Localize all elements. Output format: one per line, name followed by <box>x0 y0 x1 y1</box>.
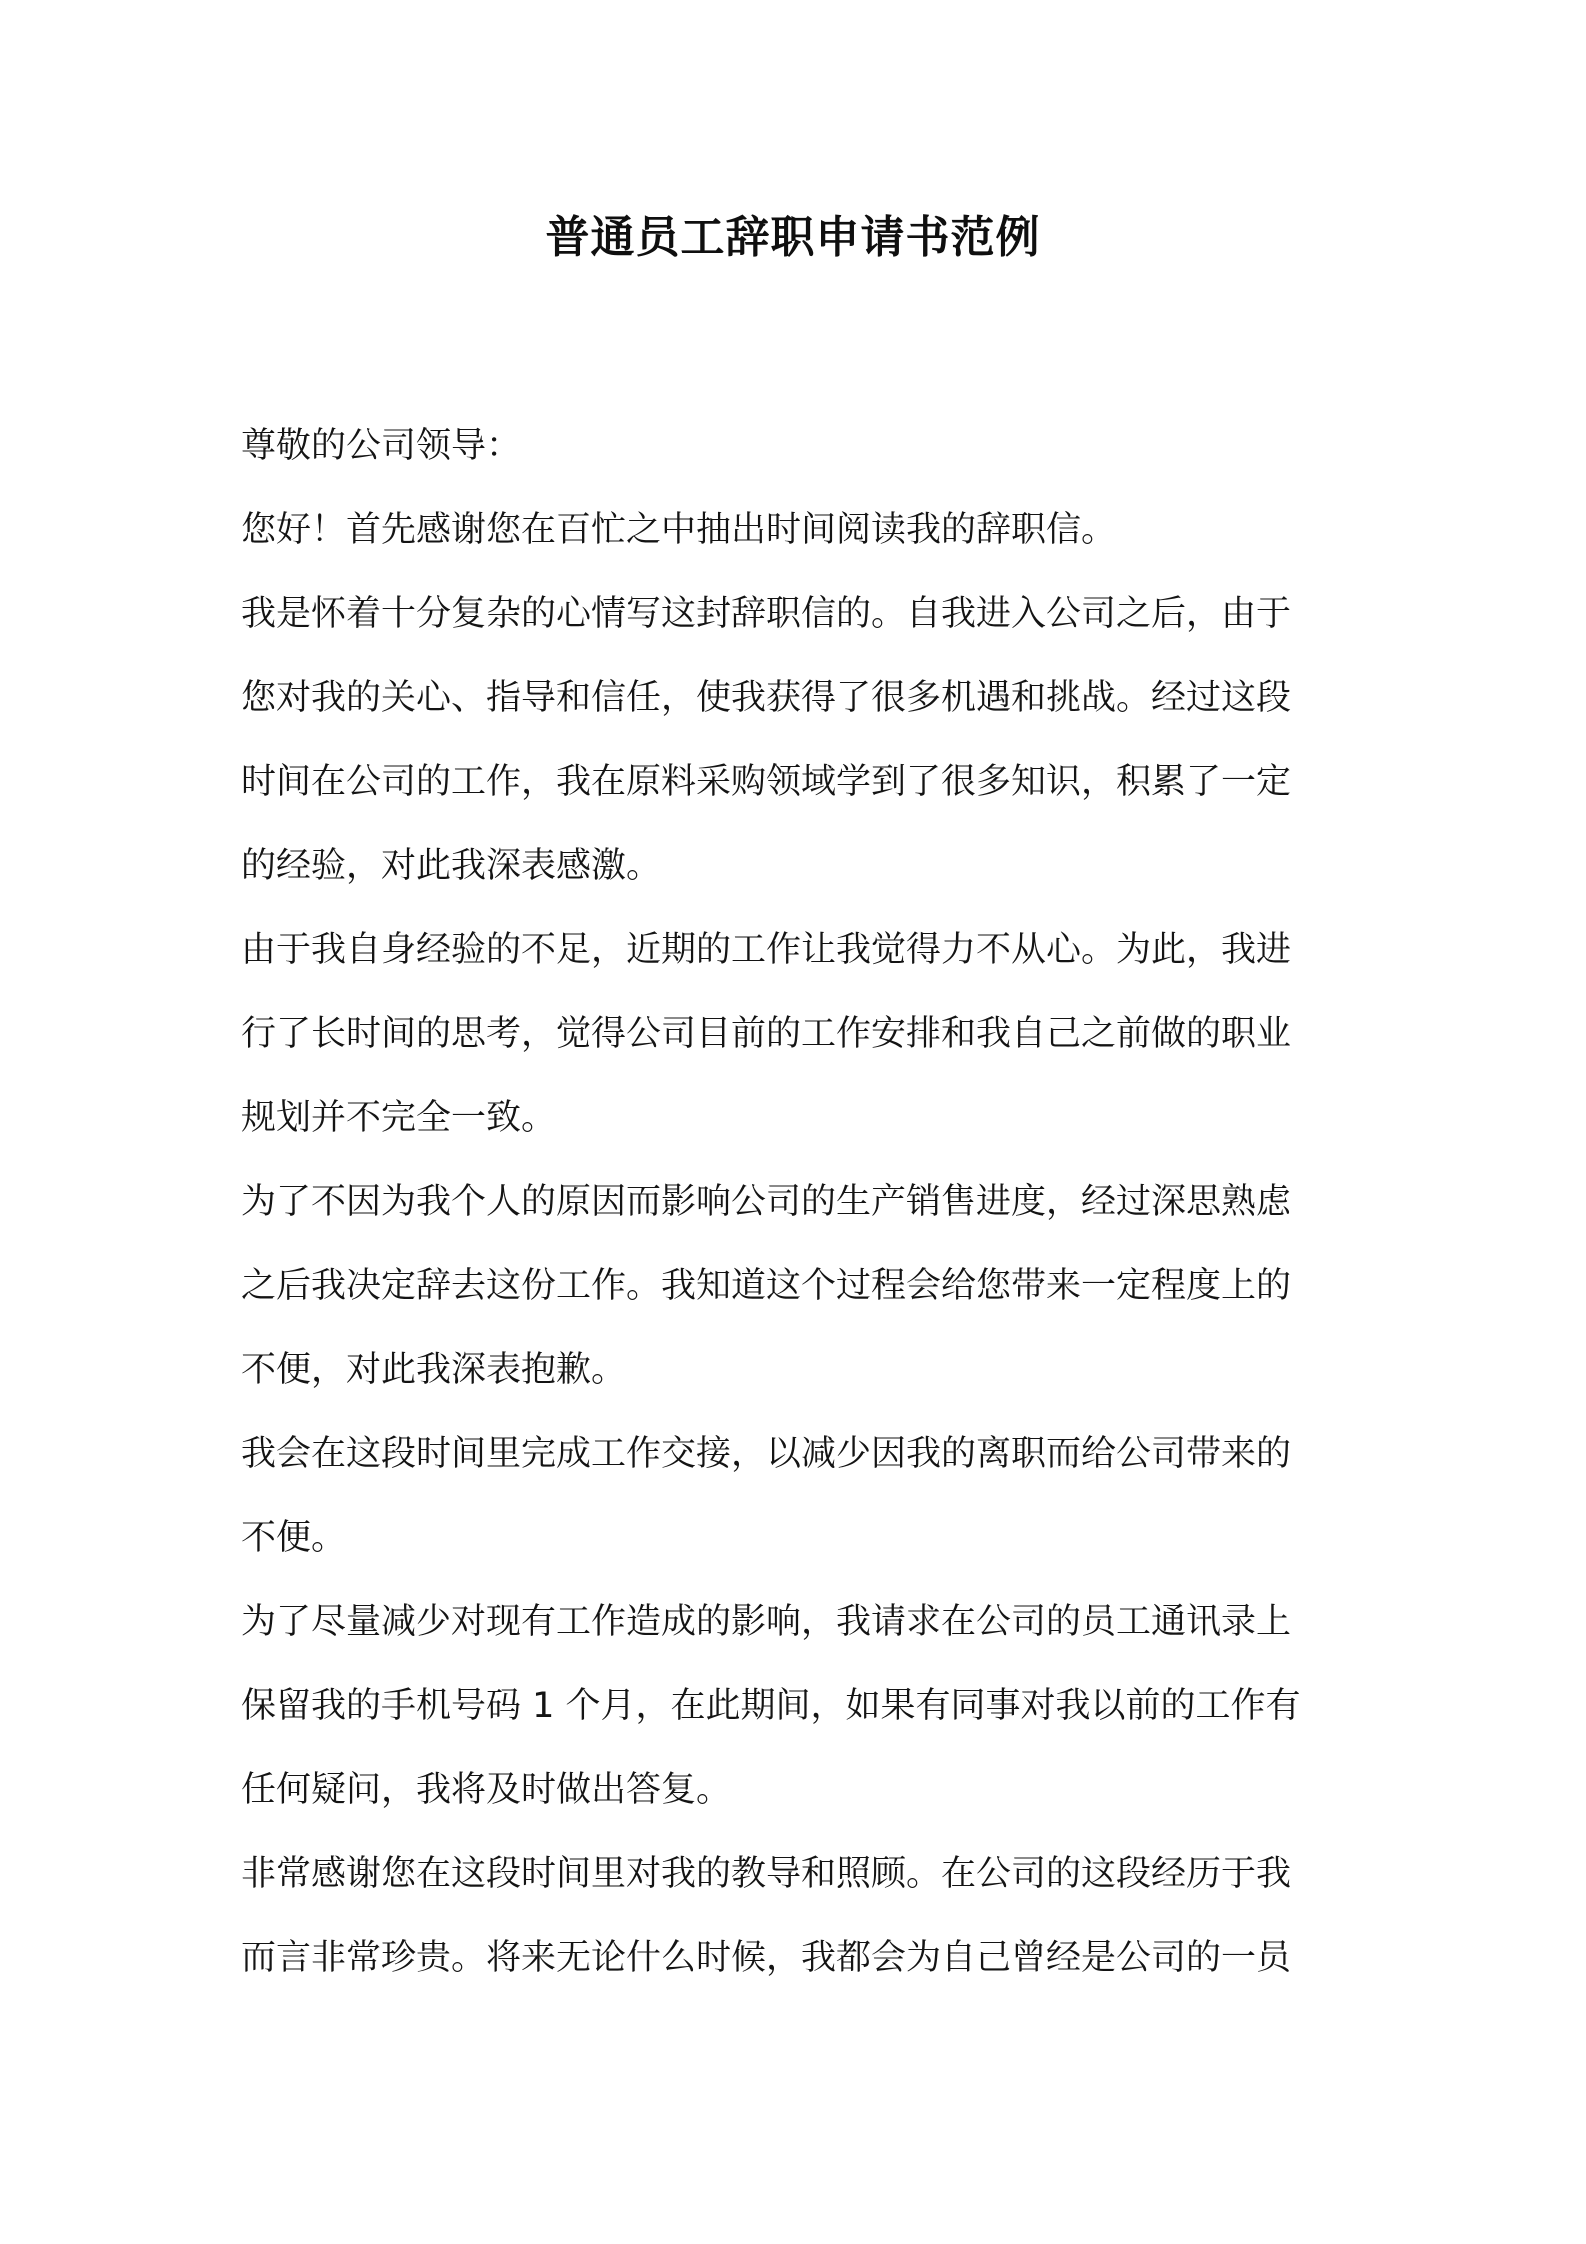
paragraph-decision: 为了不因为我个人的原因而影响公司的生产销售进度，经过深思熟虑 之后我决定辞去这份工作。我知道这个过程会给您带来一定程度上的 不便，对此我深表抱歉。 <box>241 1182 1292 1390</box>
document-title: 普通员工辞职申请书范例 <box>545 212 1041 263</box>
paragraph-gratitude: 我是怀着十分复杂的心情写这封辞职信的。自我进入公司之后，由于 您对我的关心、指导和信任，使我获得了很多机遇和挑战。经过这段 时间在公司的工作，我在原料采购领域学到了很多知识，积累了一定 的经验，对此我深表感激。 <box>241 594 1292 886</box>
salutation: 尊敬的公司领导： <box>241 426 522 466</box>
paragraph-contact: 为了尽量减少对现有工作造成的影响，我请求在公司的员工通讯录上 保留我的手机号码 1 个月，在此期间，如果有同事对我以前的工作有 任何疑问，我将及时做出答复。 <box>241 1602 1301 1810</box>
paragraph-thanks: 非常感谢您在这段时间里对我的教导和照顾。在公司的这段经历于我 而言非常珍贵。将来无论什么时候，我都会为自己曾经是公司的一员 <box>241 1854 1292 1978</box>
paragraph-reason: 由于我自身经验的不足，近期的工作让我觉得力不从心。为此，我进 行了长时间的思考，觉得公司目前的工作安排和我自己之前做的职业 规划并不完全一致。 <box>241 930 1292 1138</box>
document-body <box>241 404 1351 2000</box>
paragraph-handover: 我会在这段时间里完成工作交接，以减少因我的离职而给公司带来的 不便。 <box>241 1434 1292 1558</box>
paragraph-greeting: 您好！首先感谢您在百忙之中抽出时间阅读我的辞职信。 <box>241 510 1117 550</box>
